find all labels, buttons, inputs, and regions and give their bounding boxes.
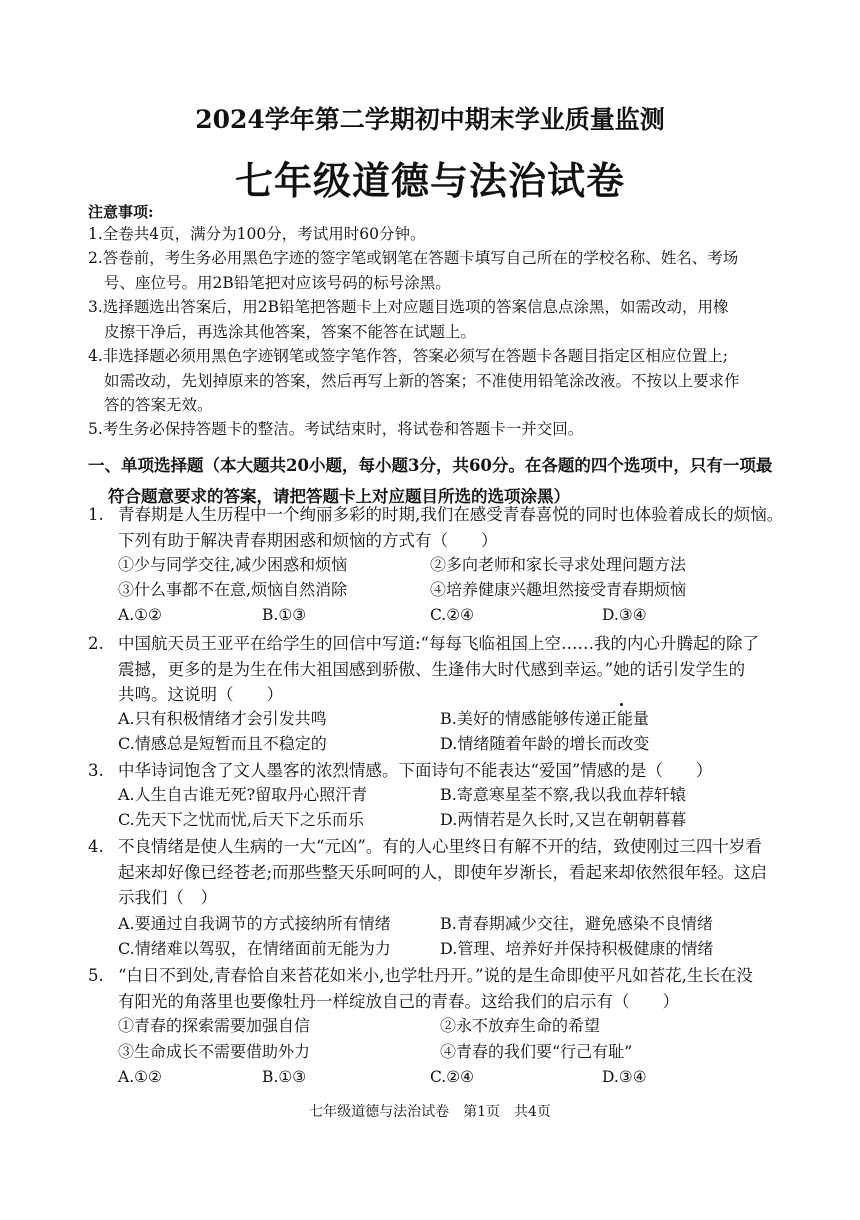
- stem-line: 下列有助于解决青春期困惑和烦恼的方式有（ ）: [118, 530, 498, 550]
- option-c: C.情感总是短暂而且不稳定的: [118, 734, 327, 753]
- choice-b: B.①③: [262, 606, 307, 624]
- question-1: [88, 502, 788, 553]
- choice-c: C.②④: [430, 606, 475, 624]
- option-d: D.管理、培养好并保持积极健康的情绪: [440, 939, 714, 958]
- note-item-5: [88, 417, 778, 442]
- note-item-2: [88, 246, 778, 295]
- statement: ④青春的我们要“行己有耻”: [440, 1042, 633, 1061]
- question-number: 3.: [88, 761, 104, 780]
- notes-heading: 注意事项:: [88, 203, 154, 221]
- stem-line: 示我们（ ）: [118, 888, 217, 907]
- stem-line: 有阳光的角落里也要像牡丹一样绽放自己的青春。这给我们的启示有（ ）: [118, 991, 679, 1011]
- section-heading-line: 一、单项选择题（本大题共20小题，每小题3分，共60分。在各题的四个选项中，只有一项最: [88, 456, 773, 475]
- option-d: D.情绪随着年龄的增长而改变: [440, 734, 650, 753]
- note-line-cont: 如需改动，先划掉原来的答案，然后再写上新的答案；不准使用铅笔涂改液。不按以上要求作: [104, 371, 740, 390]
- choice-d: D.③④: [602, 606, 647, 624]
- choice-a: A.①②: [118, 1068, 162, 1086]
- question-number: 5.: [88, 966, 104, 985]
- stem-line: 青春期是人生历程中一个绚丽多彩的时期,我们在感受青春喜悦的同时也体验着成长的烦恼。: [118, 505, 784, 524]
- stem-line: 中国航天员王亚平在给学生的回信中写道:“每每飞临祖国上空……我的内心升腾起的除了: [118, 634, 759, 653]
- question-number: 2.: [88, 634, 104, 653]
- option-d: D.两情若是久长时,又岂在朝朝暮暮: [440, 810, 687, 829]
- option-b: B.青春期减少交往，避免感染不良情绪: [440, 914, 713, 933]
- question-4: [88, 834, 788, 911]
- note-line: 2.答卷前，考生务必用黑色字迹的签字笔或钢笔在答题卡填写自己所在的学校名称、姓名、考场: [88, 249, 739, 267]
- section-heading-line: 符合题意要求的答案，请把答题卡上对应题目所选的选项涂黑）: [108, 487, 570, 506]
- stem-line: 不良情绪是使人生病的一大“元凶”。有的人心里终日有解不开的结，致使刚过三四十岁看: [118, 837, 762, 856]
- statement: ④培养健康兴趣坦然接受青春期烦恼: [430, 580, 687, 599]
- note-line: 4.非选择题必须用黑色字迹钢笔或签字笔作答，答案必须写在答题卡各题目指定区相应位置上;: [88, 347, 729, 365]
- emphasis-dot: [620, 703, 623, 706]
- question-stem: [118, 502, 788, 553]
- stem-line: “白日不到处,青春恰自来苔花如米小,也学牡丹开。”说的是生命即使平凡如苔花,生长在没: [118, 966, 753, 985]
- note-item-3: [88, 295, 778, 344]
- exam-title-term: 2024学年第二学期初中期末学业质量监测: [195, 105, 665, 134]
- question-5: [88, 963, 788, 1014]
- statement: ②永不放弃生命的希望: [440, 1016, 601, 1035]
- statement: ②多向老师和家长寻求处理问题方法: [430, 555, 687, 574]
- choice-b: B.①③: [262, 1068, 307, 1086]
- question-stem: [118, 834, 788, 911]
- option-b: B.美好的情感能够传递正能量: [440, 709, 649, 728]
- option-a: A.只有积极情绪才会引发共鸣: [118, 709, 327, 728]
- question-number: 1.: [88, 505, 104, 524]
- note-line-cont: 皮擦干净后，再选涂其他答案，答案不能答在试题上。: [104, 322, 477, 341]
- page-footer: 七年级道德与法治试卷 第1页 共4页: [309, 1104, 551, 1120]
- stem-line: 震撼，更多的是为生在伟大祖国感到骄傲、生逢伟大时代感到幸运。”她的话引发学生的: [118, 659, 746, 679]
- statement: ①青春的探索需要加强自信: [118, 1016, 311, 1035]
- exam-title-subject: 七年级道德与法治试卷: [234, 158, 625, 203]
- question-3: [88, 758, 788, 784]
- statement: ③生命成长不需要借助外力: [118, 1042, 311, 1061]
- option-b: B.寄意寒星荃不察,我以我血荐轩辕: [440, 785, 686, 804]
- option-c: C.先天下之忧而忧,后天下之乐而乐: [118, 810, 364, 829]
- stem-line: 中华诗词饱含了文人墨客的浓烈情感。下面诗句不能表达“爱国”情感的是（ ）: [118, 761, 713, 780]
- note-line: 3.选择题选出答案后，用2B铅笔把答题卡上对应题目选项的答案信息点涂黑，如需改动，用橡: [88, 298, 729, 316]
- choice-a: A.①②: [118, 606, 162, 624]
- option-a: A.要通过自我调节的方式接纳所有情绪: [118, 914, 391, 933]
- stem-line: 起来却好像已经苍老;而那些整天乐呵呵的人，即使年岁渐长，看起来却依然很年轻。这启: [118, 862, 768, 882]
- note-line-cont: 答的答案无效。: [104, 396, 213, 414]
- question-2: [88, 631, 788, 708]
- option-a: A.人生自古谁无死?留取丹心照汗青: [118, 785, 368, 804]
- choice-c: C.②④: [430, 1068, 475, 1086]
- statement: ③什么事都不在意,烦恼自然消除: [118, 580, 348, 599]
- statement: ①少与同学交往,减少困惑和烦恼: [118, 555, 348, 574]
- note-item-4: [88, 344, 778, 418]
- question-stem: [118, 758, 788, 784]
- note-line: 1.全卷共4页，满分为100分，考试用时60分钟。: [88, 225, 426, 243]
- question-number: 4.: [88, 837, 104, 856]
- note-line-cont: 号、座位号。用2B铅笔把对应该号码的标号涂黑。: [104, 273, 451, 292]
- choice-d: D.③④: [602, 1068, 647, 1086]
- note-item-1: [88, 222, 778, 247]
- question-stem: [118, 963, 788, 1014]
- question-stem: [118, 631, 788, 708]
- stem-line: 共鸣。这说明（ ）: [118, 685, 283, 704]
- note-line: 5.考生务必保持答题卡的整洁。考试结束时，将试卷和答题卡一并交回。: [88, 420, 584, 438]
- option-c: C.情绪难以驾驭，在情绪面前无能为力: [118, 939, 391, 958]
